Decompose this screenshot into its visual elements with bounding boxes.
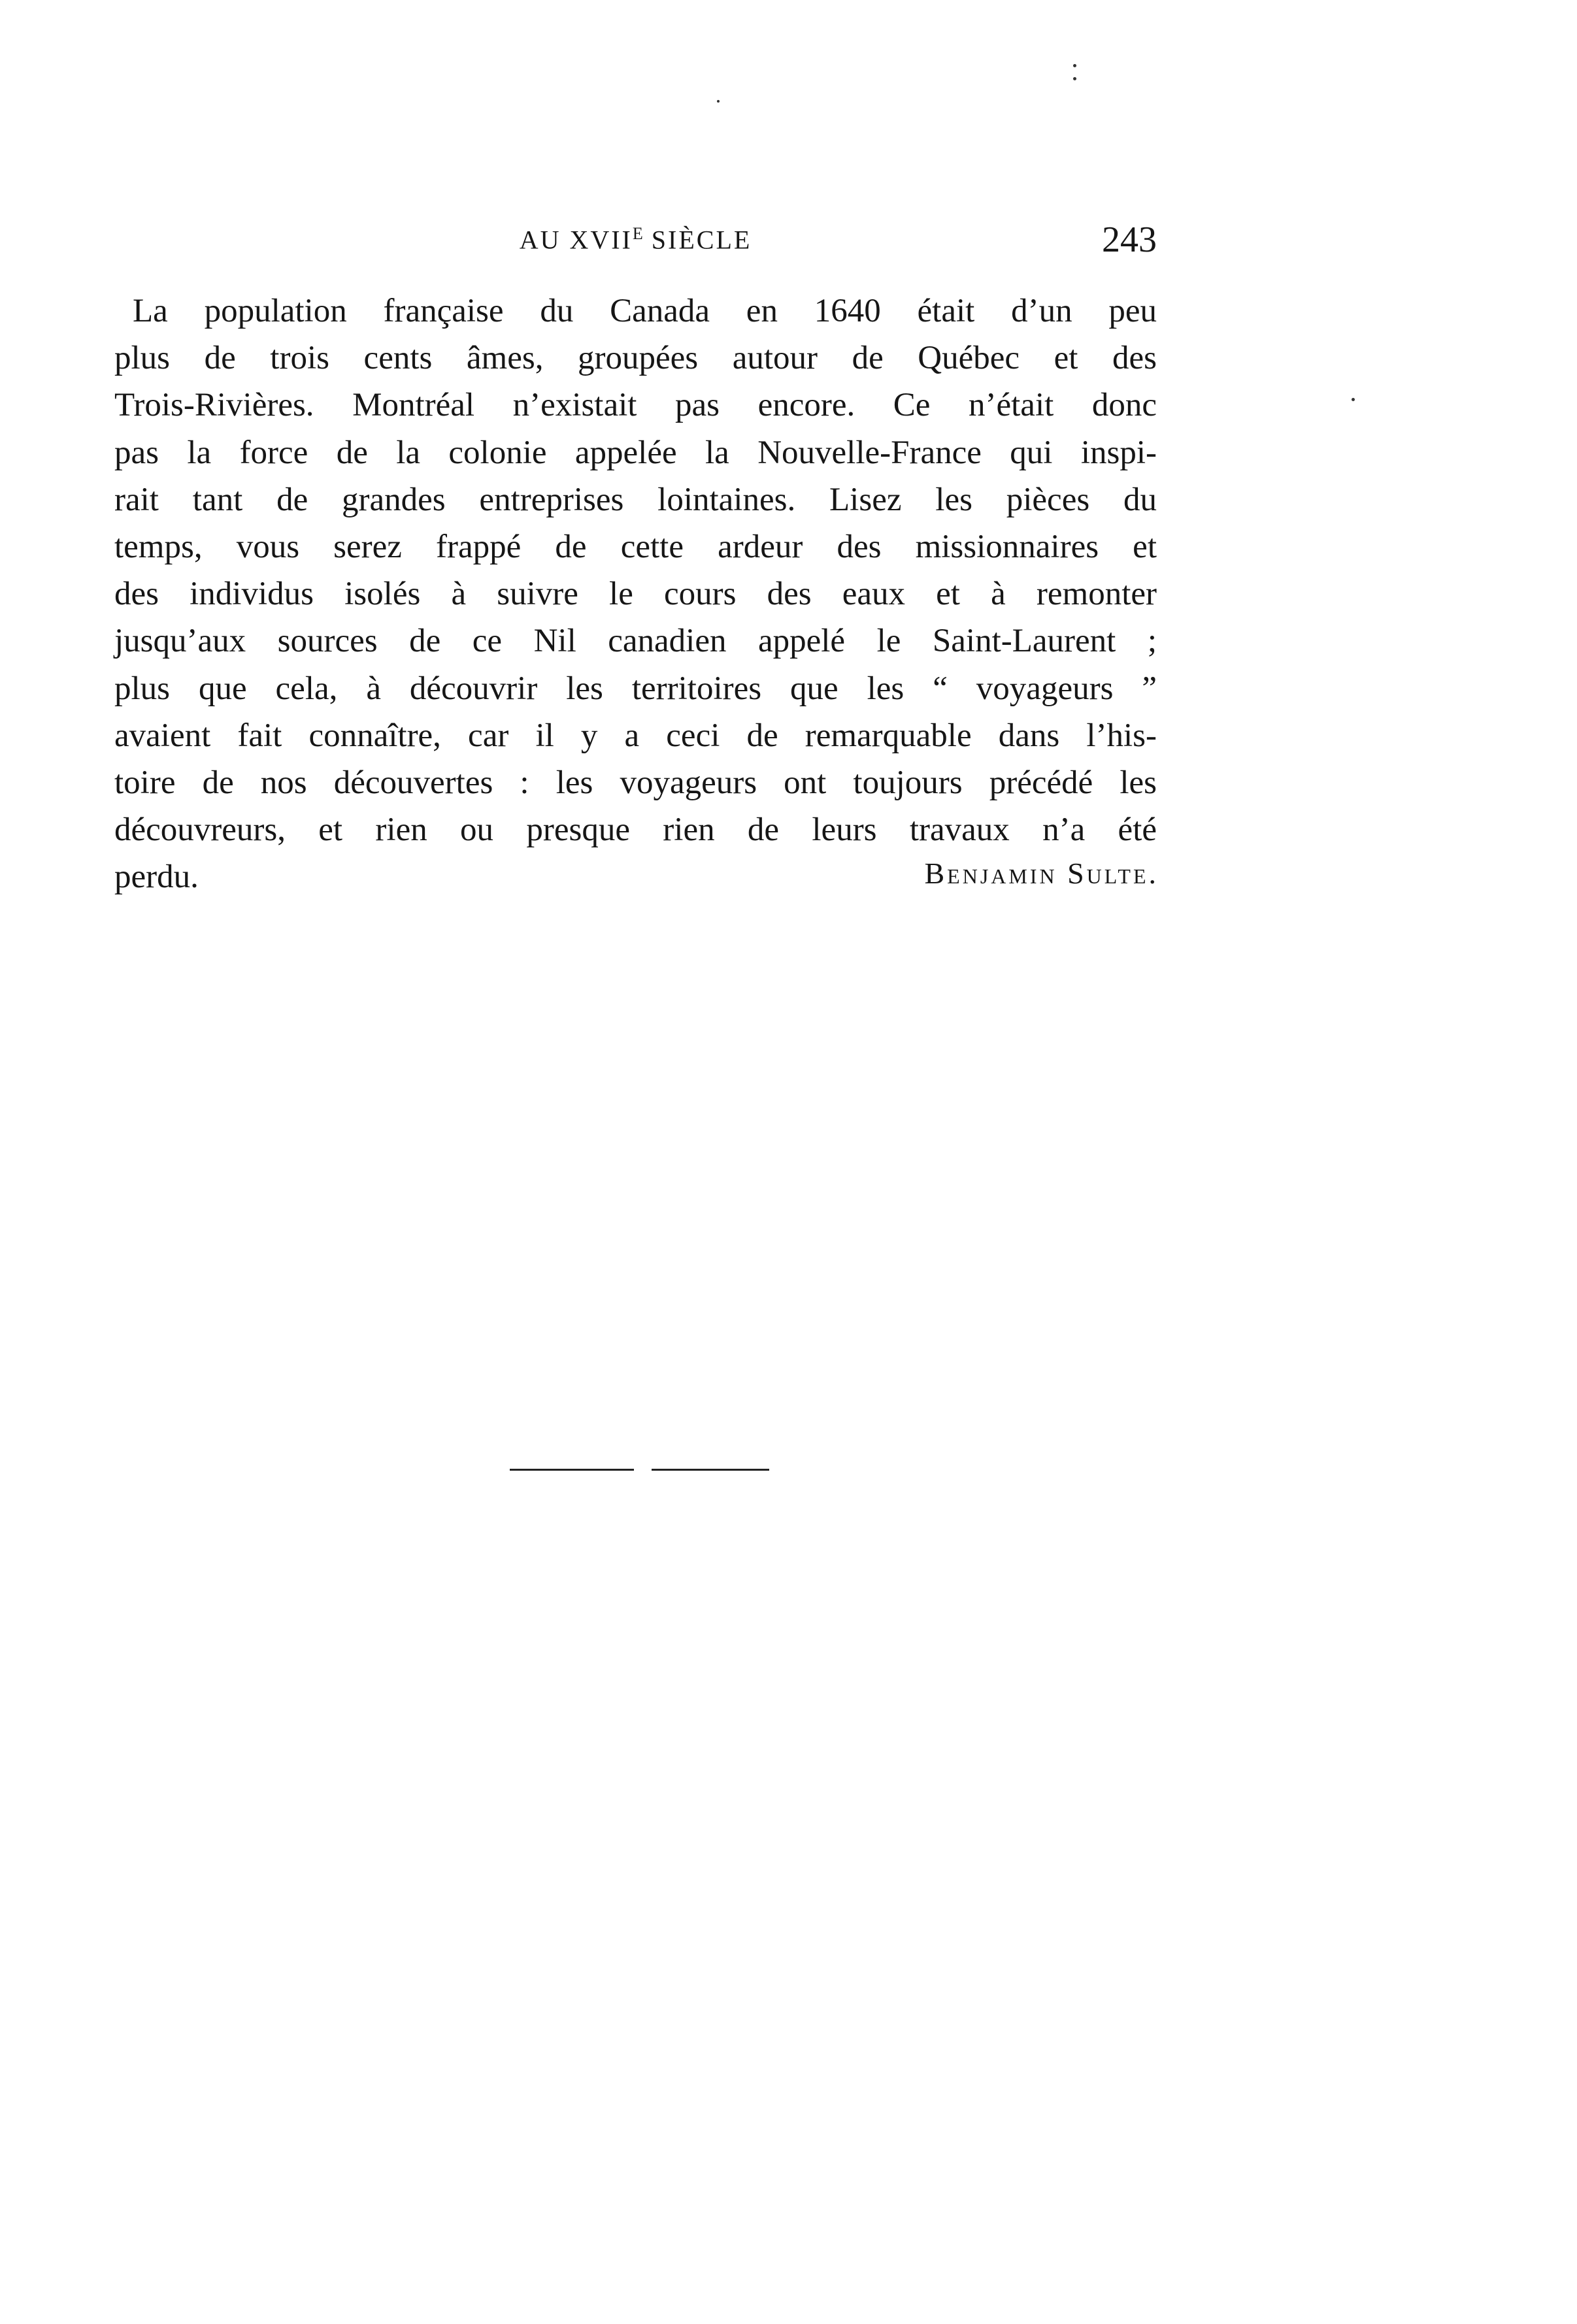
running-title-prefix: AU XVII bbox=[519, 225, 633, 255]
author-signature: Benjamin Sulte. bbox=[924, 857, 1159, 890]
text-line: jusqu’aux sources de ce Nil canadien appelé le Saint-Laurent ; bbox=[114, 623, 1157, 660]
text-line: Trois-Rivières. Montréal n’existait pas encore. Ce n’était donc bbox=[114, 387, 1157, 424]
text-line: plus que cela, à découvrir les territoires que les “ voyageurs ” bbox=[114, 670, 1157, 707]
running-title-suffix: SIÈCLE bbox=[642, 225, 752, 255]
print-speck bbox=[1073, 77, 1076, 80]
page-number: 243 bbox=[1102, 220, 1157, 260]
running-head bbox=[114, 219, 1157, 265]
paragraph bbox=[114, 287, 1157, 900]
text-line: plus de trois cents âmes, groupées autour de Québec et des bbox=[114, 340, 1157, 377]
print-speck bbox=[1352, 398, 1355, 401]
print-speck bbox=[717, 100, 720, 103]
text-line: perdu. bbox=[114, 859, 199, 896]
section-divider-right bbox=[652, 1469, 769, 1471]
text-line: rait tant de grandes entreprises lointaines. Lisez les pièces du bbox=[114, 481, 1157, 518]
text-line: La population française du Canada en 1640 était d’un peu bbox=[133, 293, 1157, 329]
text-line: découvreurs, et rien ou presque rien de leurs travaux n’a été bbox=[114, 811, 1157, 849]
text-line: avaient fait connaître, car il y a ceci de remarquable dans l’his- bbox=[114, 717, 1157, 754]
running-title-superscript: E bbox=[632, 224, 643, 243]
print-speck bbox=[1073, 64, 1076, 67]
running-title bbox=[114, 224, 1157, 255]
text-line: des individus isolés à suivre le cours des eaux et à remonter bbox=[114, 576, 1157, 613]
text-line: pas la force de la colonie appelée la Nouvelle-France qui inspi- bbox=[114, 434, 1157, 471]
section-divider-left bbox=[510, 1469, 634, 1471]
text-line: temps, vous serez frappé de cette ardeur des missionnaires et bbox=[114, 528, 1157, 565]
text-line: toire de nos découvertes : les voyageurs ont toujours précédé les bbox=[114, 764, 1157, 801]
